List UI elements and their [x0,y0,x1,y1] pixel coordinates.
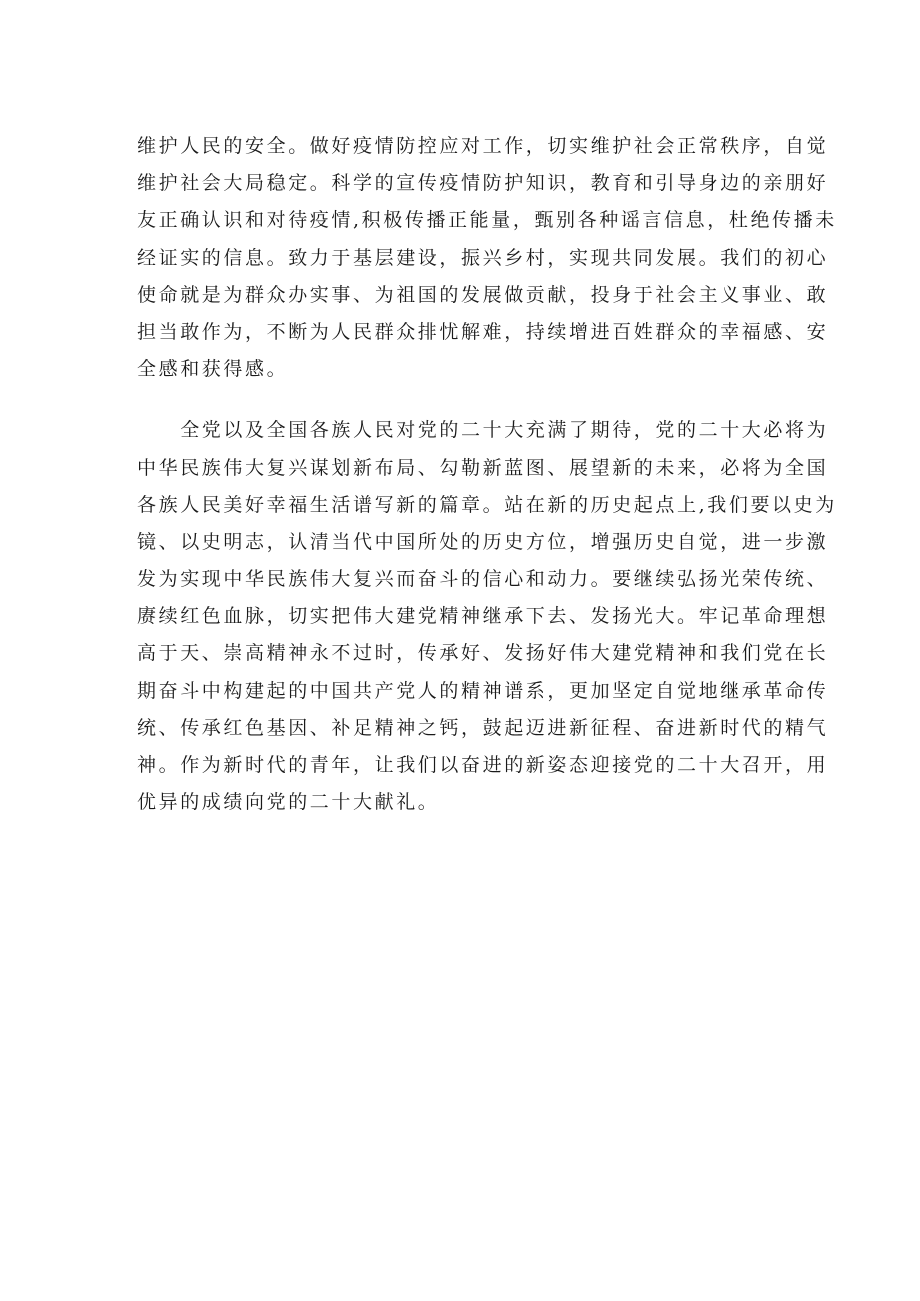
text-line: 统、传承红色基因、补足精神之钙，鼓起迈进新征程、奋进新时代的精气 [137,716,829,739]
document-body [137,128,837,821]
text-line: 中华民族伟大复兴谋划新布局、勾勒新蓝图、展望新的未来，必将为全国 [137,456,829,479]
text-line: 维护社会大局稳定。科学的宣传疫情防护知识，教育和引导身边的亲朋好 [137,172,829,195]
text-line: 优异的成绩向党的二十大献礼。 [137,791,440,814]
text-line: 担当敢作为，不断为人民群众排忧解难，持续增进百姓群众的幸福感、安 [137,320,829,343]
paragraph-1 [137,128,837,388]
text-line: 全党以及全国各族人民对党的二十大充满了期待，党的二十大必将为 [137,419,829,442]
text-line: 使命就是为群众办实事、为祖国的发展做贡献，投身于社会主义事业、敢 [137,283,829,306]
text-line: 各族人民美好幸福生活谱写新的篇章。站在新的历史起点上,我们要以史为 [137,493,837,516]
text-line: 发为实现中华民族伟大复兴而奋斗的信心和动力。要继续弘扬光荣传统、 [137,568,829,591]
text-line: 全感和获得感。 [137,358,289,381]
text-line: 友正确认识和对待疫情,积极传播正能量，甄别各种谣言信息，杜绝传播未 [137,209,837,232]
paragraph-2 [137,412,837,821]
text-line: 高于天、崇高精神永不过时，传承好、发扬好伟大建党精神和我们党在长 [137,642,829,665]
text-line: 赓续红色血脉，切实把伟大建党精神继承下去、发扬光大。牢记革命理想 [137,605,829,628]
text-line: 维护人民的安全。做好疫情防控应对工作，切实维护社会正常秩序，自觉 [137,135,829,157]
text-line: 期奋斗中构建起的中国共产党人的精神谱系，更加坚定自觉地继承革命传 [137,679,829,702]
text-line: 神。作为新时代的青年，让我们以奋进的新姿态迎接党的二十大召开，用 [137,754,829,776]
text-line: 经证实的信息。致力于基层建设，振兴乡村，实现共同发展。我们的初心 [137,246,829,269]
text-line: 镜、以史明志，认清当代中国所处的历史方位，增强历史自觉，进一步激 [137,530,829,553]
